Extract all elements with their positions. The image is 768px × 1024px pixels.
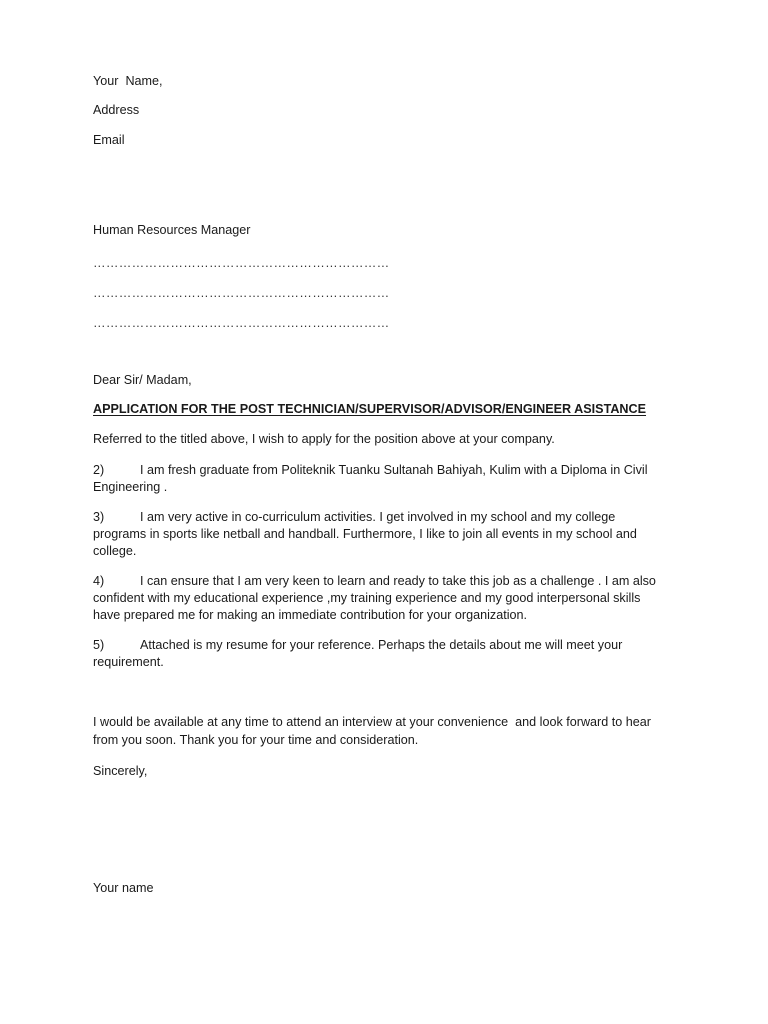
paragraph-line: I am fresh graduate from Politeknik Tuanku Sultanah Bahiyah, Kulim with a Diploma in Civil	[140, 463, 648, 477]
intro-paragraph: Referred to the titled above, I wish to apply for the position above at your company.	[93, 432, 555, 446]
recipient-title: Human Resources Manager	[93, 223, 251, 237]
paragraph-line: requirement.	[93, 655, 164, 669]
signoff: Sincerely,	[93, 764, 148, 778]
salutation: Dear Sir/ Madam,	[93, 373, 192, 387]
sender-email: Email	[93, 133, 125, 147]
paragraph-line: college.	[93, 544, 137, 558]
closing-line: from you soon. Thank you for your time and consideration.	[93, 733, 419, 747]
paragraph-line: I am very active in co-curriculum activities. I get involved in my school and my college	[140, 510, 616, 524]
paragraph-line: confident with my educational experience ,my training experience and my good interpersonal skills	[93, 591, 641, 605]
recipient-blank-line: ……………………………………………………………	[93, 256, 390, 270]
sender-name: Your Name,	[93, 74, 163, 88]
paragraph-number: 3)	[93, 510, 105, 524]
paragraph-line: I can ensure that I am very keen to learn and ready to take this job as a challenge . I am also	[140, 574, 656, 588]
paragraph-line: have prepared me for making an immediate contribution for your organization.	[93, 608, 528, 622]
paragraph-line: Engineering .	[93, 480, 168, 494]
subject-heading: APPLICATION FOR THE POST TECHNICIAN/SUPERVISOR/ADVISOR/ENGINEER ASISTANCE	[93, 402, 647, 416]
paragraph-line: programs in sports like netball and handball. Furthermore, I like to join all events in my school and	[93, 527, 637, 541]
paragraph-number: 2)	[93, 463, 105, 477]
paragraph-number: 5)	[93, 638, 105, 652]
signature-name: Your name	[93, 881, 154, 895]
paragraph-number: 4)	[93, 574, 105, 588]
recipient-blank-line: ……………………………………………………………	[93, 316, 390, 330]
closing-line: I would be available at any time to attend an interview at your convenience and look forward to hear	[93, 715, 651, 729]
recipient-blank-line: ……………………………………………………………	[93, 286, 390, 300]
sender-address: Address	[93, 103, 140, 117]
paragraph-line: Attached is my resume for your reference. Perhaps the details about me will meet your	[140, 638, 623, 652]
